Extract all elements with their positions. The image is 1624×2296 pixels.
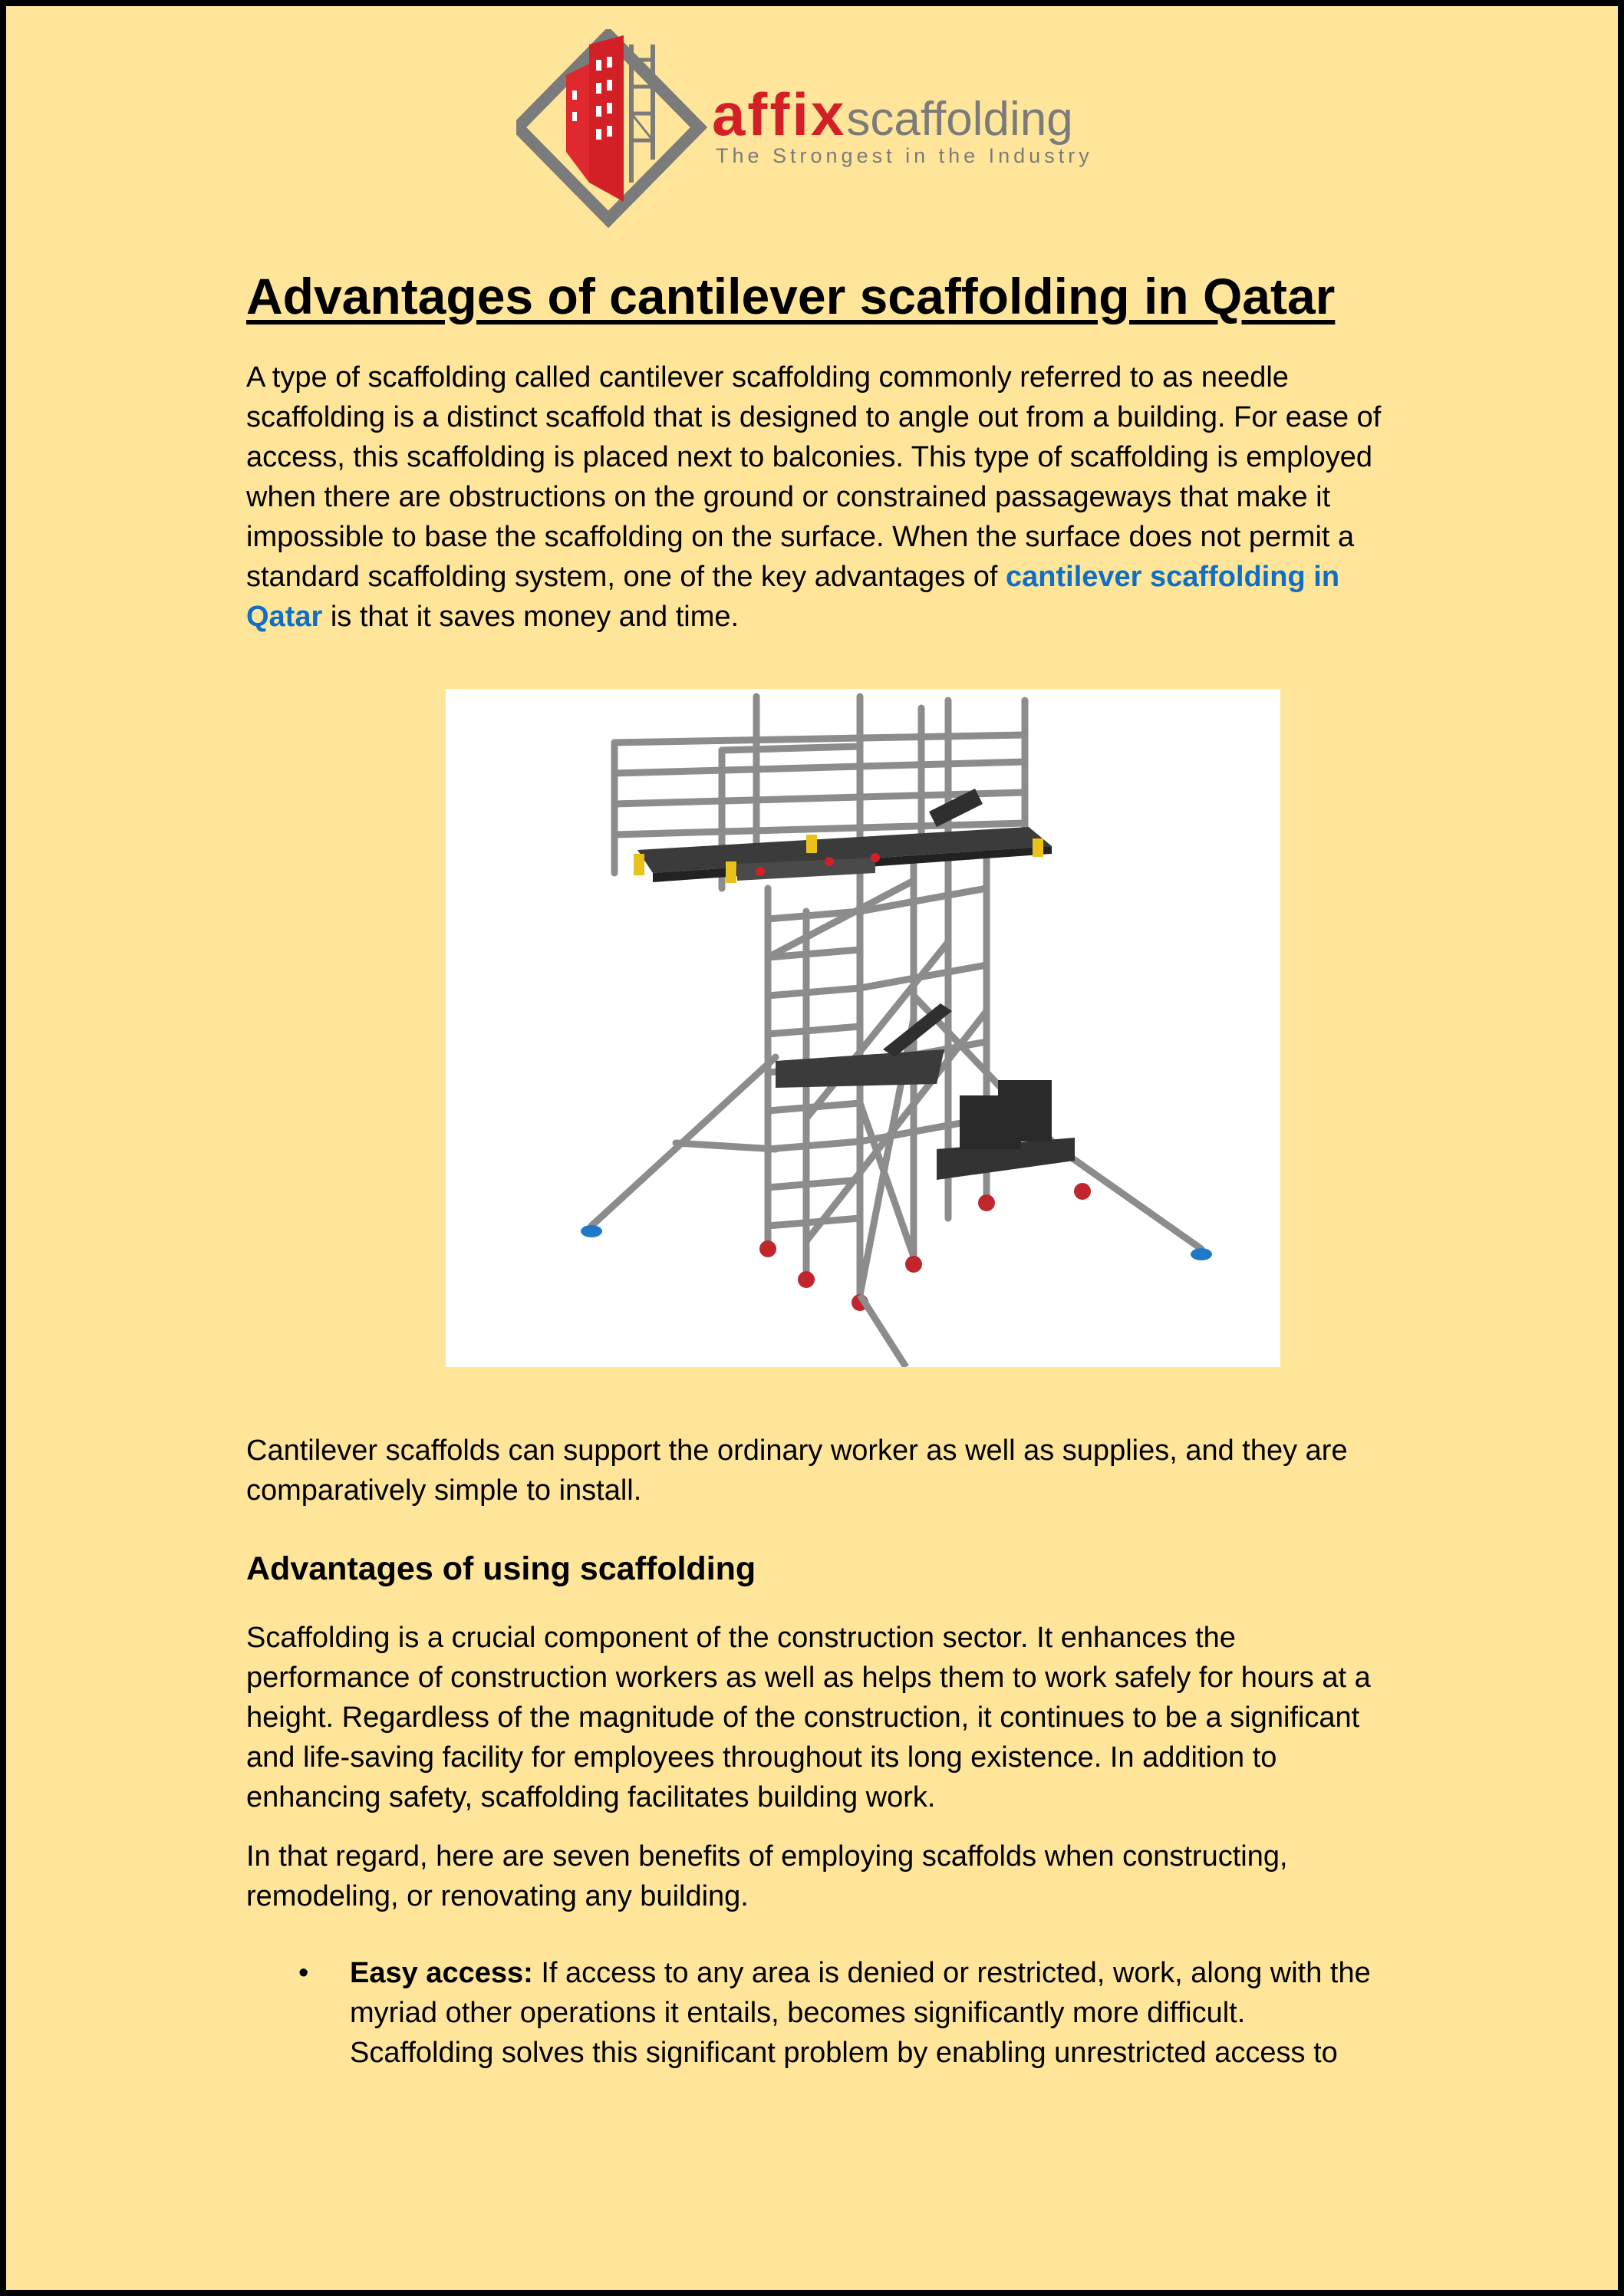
- intro-end-text: is that it saves money and time.: [330, 601, 740, 633]
- intro-paragraph: [246, 357, 1397, 637]
- bullet-marker: •: [298, 1957, 309, 1989]
- section-paragraph-1: Scaffolding is a crucial component of the construction sector. It enhances the performance of construction workers as well as helps them to work safely for hours at a height. Regardless of the magnitude of the construction, it continues to be a significant and life-saving facility for employees throughout its long existence. In addition to enhancing safety, scaffolding facilitates building work.: [246, 1622, 1371, 1813]
- scaffolding-illustration-icon: [446, 689, 1280, 1367]
- cantilever-scaffolding-link[interactable]: cantilever scaffolding in Qatar: [246, 561, 1340, 633]
- logo-emblem-icon: [516, 29, 716, 229]
- company-logo: [516, 29, 1099, 229]
- benefits-list: [246, 1953, 1397, 2073]
- section-paragraph-2: In that regard, here are seven benefits of employing scaffolds when constructing, remodeling, or renovating any building.: [246, 1840, 1288, 1912]
- support-paragraph: Cantilever scaffolds can support the ordinary worker as well as supplies, and they are comparatively simple to install.: [246, 1435, 1348, 1507]
- logo-brand-bold: affix: [712, 81, 847, 148]
- page-title: Advantages of cantilever scaffolding in Qatar: [246, 268, 1336, 324]
- logo-wordmark: [712, 81, 1073, 148]
- bullet-label: Easy access:: [350, 1957, 533, 1989]
- bullet-text: If access to any area is denied or restricted, work, along with the myriad other operations it entails, becomes significantly more difficult. Scaffolding solves this significant problem by enabling unrestricted access to: [350, 1957, 1371, 2069]
- logo-brand-rest: scaffolding: [846, 93, 1073, 146]
- intro-text: A type of scaffolding called cantilever scaffolding commonly referred to as needle scaffolding is a distinct scaffold that is designed to angle out from a building. For ease of access, this scaffolding is placed next to balconies. This type of scaffolding is employed when there are obstructions on the ground or constrained passageways that make it impossible to base the scaffolding on the surface. When the surface does not permit a standard scaffolding system, one of the key advantages of: [246, 361, 1382, 593]
- scaffolding-tower-image: [446, 689, 1280, 1367]
- section-heading: Advantages of using scaffolding: [246, 1550, 756, 1587]
- logo-tagline: The Strongest in the Industry: [716, 144, 1093, 167]
- list-item: [246, 1953, 1397, 2073]
